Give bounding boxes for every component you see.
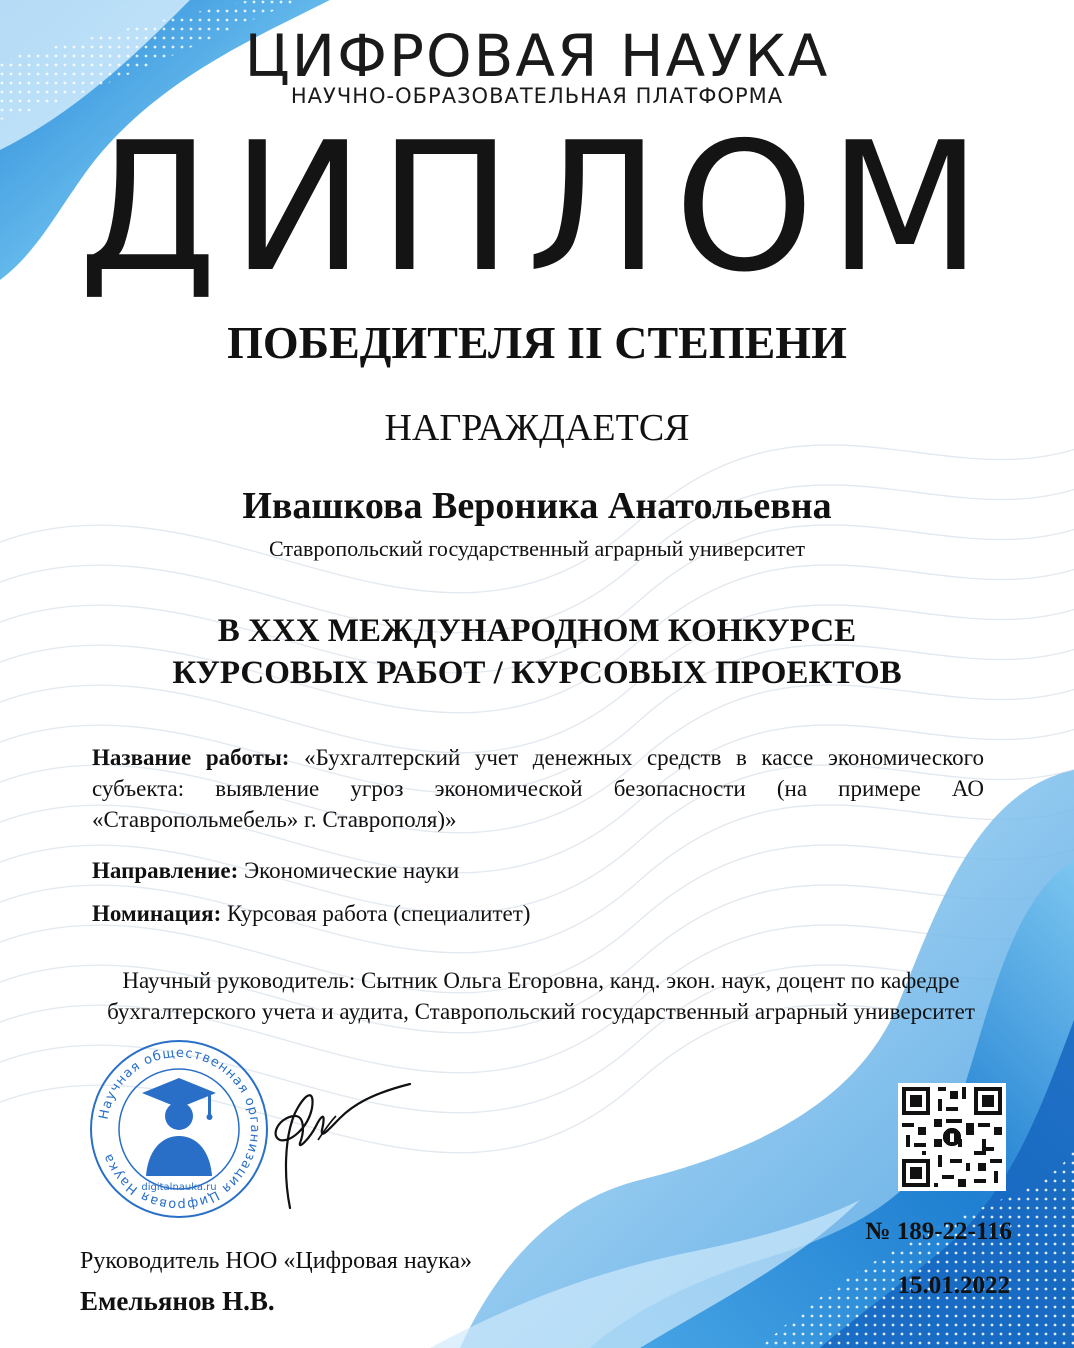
brand-title: ЦИФРОВАЯ НАУКА: [244, 22, 830, 90]
contest-title-line2: КУРСОВЫХ РАБОТ / КУРСОВЫХ ПРОЕКТОВ: [172, 655, 902, 691]
qr-code[interactable]: [898, 1083, 1006, 1191]
work-value: «Бухгалтерский учет денежных средств в кассе экономического субъекта: выявление угроз экономической безопасности (на примере АО «Ставропольмебель» г. Ставрополя)»: [92, 745, 984, 832]
diploma-date: 15.01.2022: [897, 1272, 1010, 1299]
signature: [260, 1068, 430, 1218]
diploma-heading: ДИПЛОМ: [78, 104, 996, 311]
contest-title: [0, 610, 1074, 694]
organization-seal: [88, 1038, 270, 1220]
recipient-organization: Ставропольский государственный аграрный университет: [269, 536, 805, 561]
supervisor-text: Научный руководитель: Сытник Ольга Егоровна, канд. экон. наук, доцент по кафедре бухгалтерского учета и аудита, Ставропольский государственный аграрный университет: [107, 968, 975, 1024]
field-label: Направление:: [92, 858, 239, 883]
nomination-row: [92, 901, 530, 927]
leader-name: Емельянов Н.В.: [80, 1286, 275, 1316]
field-value: Экономические науки: [243, 858, 460, 883]
diploma-number: № 189-22-116: [865, 1218, 1012, 1245]
work-title: [92, 742, 984, 835]
awarded-label: НАГРАЖДАЕТСЯ: [384, 407, 690, 449]
recipient-name: Ивашкова Вероника Анатольевна: [242, 485, 832, 527]
contest-title-line1: В XXX МЕЖДУНАРОДНОМ КОНКУРСЕ: [217, 613, 857, 649]
graduate-icon: [142, 1078, 216, 1176]
nomination-value: Курсовая работа (специалитет): [226, 901, 531, 926]
nomination-label: Номинация:: [92, 901, 222, 926]
degree-title: ПОБЕДИТЕЛЯ II СТЕПЕНИ: [227, 317, 847, 368]
seal-site: digitalnauka.ru: [141, 1182, 217, 1193]
work-label: Название работы:: [92, 745, 290, 770]
field-row: [92, 858, 459, 884]
brand-subtitle: НАУЧНО-ОБРАЗОВАТЕЛЬНАЯ ПЛАТФОРМА: [290, 84, 784, 108]
leader-title: Руководитель НОО «Цифровая наука»: [80, 1248, 473, 1274]
svg-text:Научная общественная организац: Научная общественная организация Цифровая Наука: [96, 1045, 263, 1213]
